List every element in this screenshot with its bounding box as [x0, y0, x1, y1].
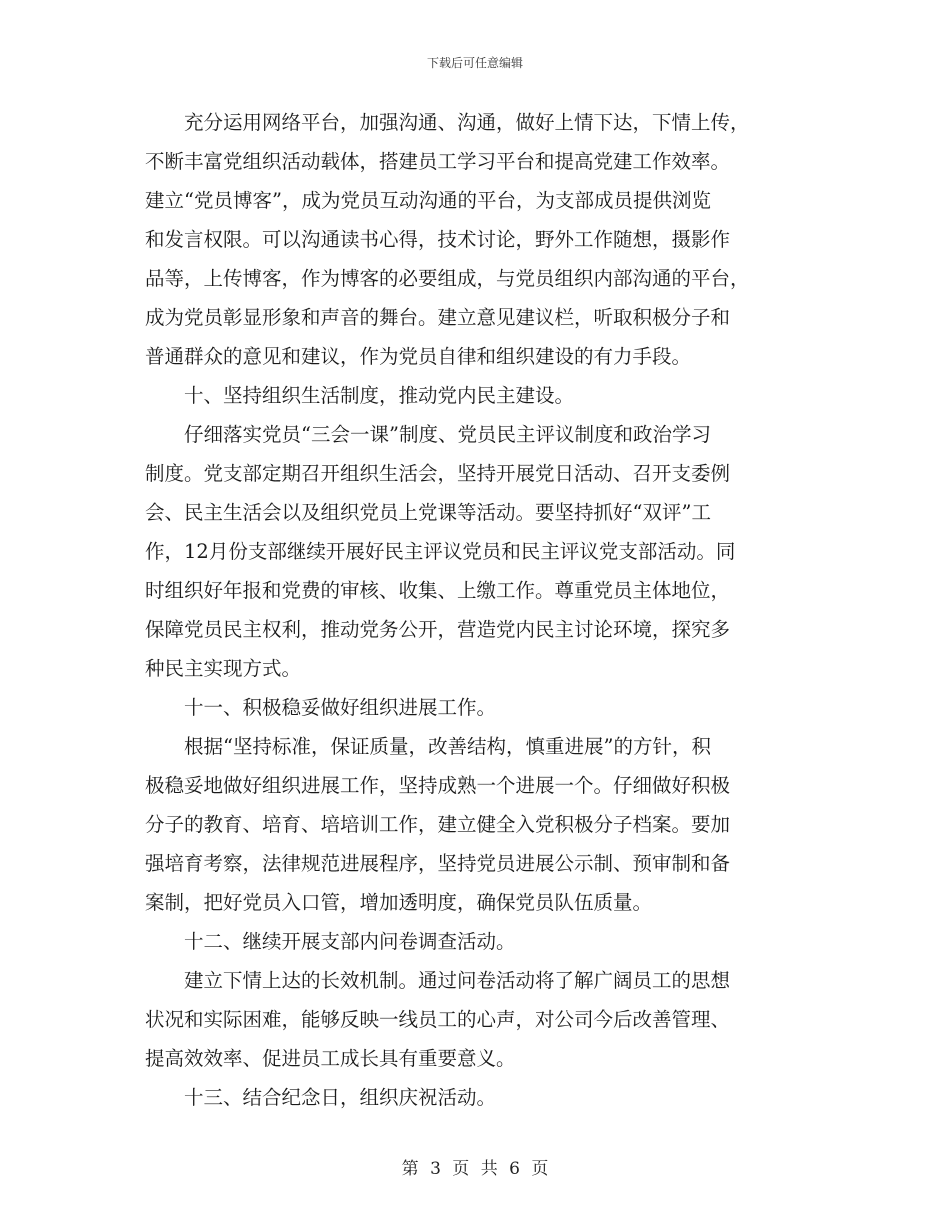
text-line: 强培育考察，法律规范进展程序，坚持党员进展公示制、预审制和备	[145, 852, 731, 875]
section-heading-12: 十二、继续开展支部内问卷调查活动。	[145, 930, 516, 953]
text-line: 成为党员彰显形象和声音的舞台。建立意见建议栏，听取积极分子和	[145, 306, 731, 329]
text-line: 不断丰富党组织活动载体，搭建员工学习平台和提高党建工作效率。	[145, 150, 731, 173]
document-body	[145, 103, 810, 1117]
text-line: 普通群众的意见和建议，作为党员自律和组织建设的有力手段。	[145, 345, 692, 368]
text-line: 建立下情上达的长效机制。通过问卷活动将了解广阔员工的思想	[145, 969, 731, 992]
text-line: 状况和实际困难，能够反映一线员工的心声，对公司今后改善管理、	[145, 1008, 731, 1031]
text-line: 充分运用网络平台，加强沟通、沟通，做好上情下达，下情上传，	[145, 111, 750, 134]
text-line: 和发言权限。可以沟通读书心得，技术讨论，野外工作随想，摄影作	[145, 228, 731, 251]
text-line: 保障党员民主权利，推动党务公开，营造党内民主讨论环境，探究多	[145, 618, 731, 641]
text-line: 品等，上传博客，作为博客的必要组成，与党员组织内部沟通的平台，	[145, 267, 750, 290]
section-heading-10: 十、坚持组织生活制度，推动党内民主建设。	[145, 384, 575, 407]
text-line: 作，12月份支部继续开展好民主评议党员和民主评议党支部活动。同	[145, 540, 736, 563]
section-heading-13: 十三、结合纪念日，组织庆祝活动。	[145, 1086, 497, 1109]
text-line: 极稳妥地做好组织进展工作，坚持成熟一个进展一个。仔细做好积极	[145, 774, 731, 797]
page-header: 下载后可任意编辑	[426, 56, 523, 70]
text-line: 时组织好年报和党费的审核、收集、上缴工作。尊重党员主体地位，	[145, 579, 731, 602]
section-heading-11: 十一、积极稳妥做好组织进展工作。	[145, 696, 497, 719]
page-footer: 第 3 页 共 6 页	[401, 1159, 549, 1179]
text-line: 根据“坚持标准，保证质量，改善结构，慎重进展”的方针，积	[145, 735, 711, 758]
text-line: 建立“党员博客”，成为党员互动沟通的平台，为支部成员提供浏览	[145, 189, 711, 212]
text-line: 提高效效率、促进员工成长具有重要意义。	[145, 1047, 516, 1070]
text-line: 制度。党支部定期召开组织生活会，坚持开展党日活动、召开支委例	[145, 462, 731, 485]
text-line: 仔细落实党员“三会一课”制度、党员民主评议制度和政治学习	[145, 423, 711, 446]
text-line: 种民主实现方式。	[145, 657, 302, 680]
text-line: 案制，把好党员入口管，增加透明度，确保党员队伍质量。	[145, 891, 653, 914]
text-line: 分子的教育、培育、培培训工作，建立健全入党积极分子档案。要加	[145, 813, 731, 836]
text-line: 会、民主生活会以及组织党员上党课等活动。要坚持抓好“双评”工	[145, 501, 711, 524]
